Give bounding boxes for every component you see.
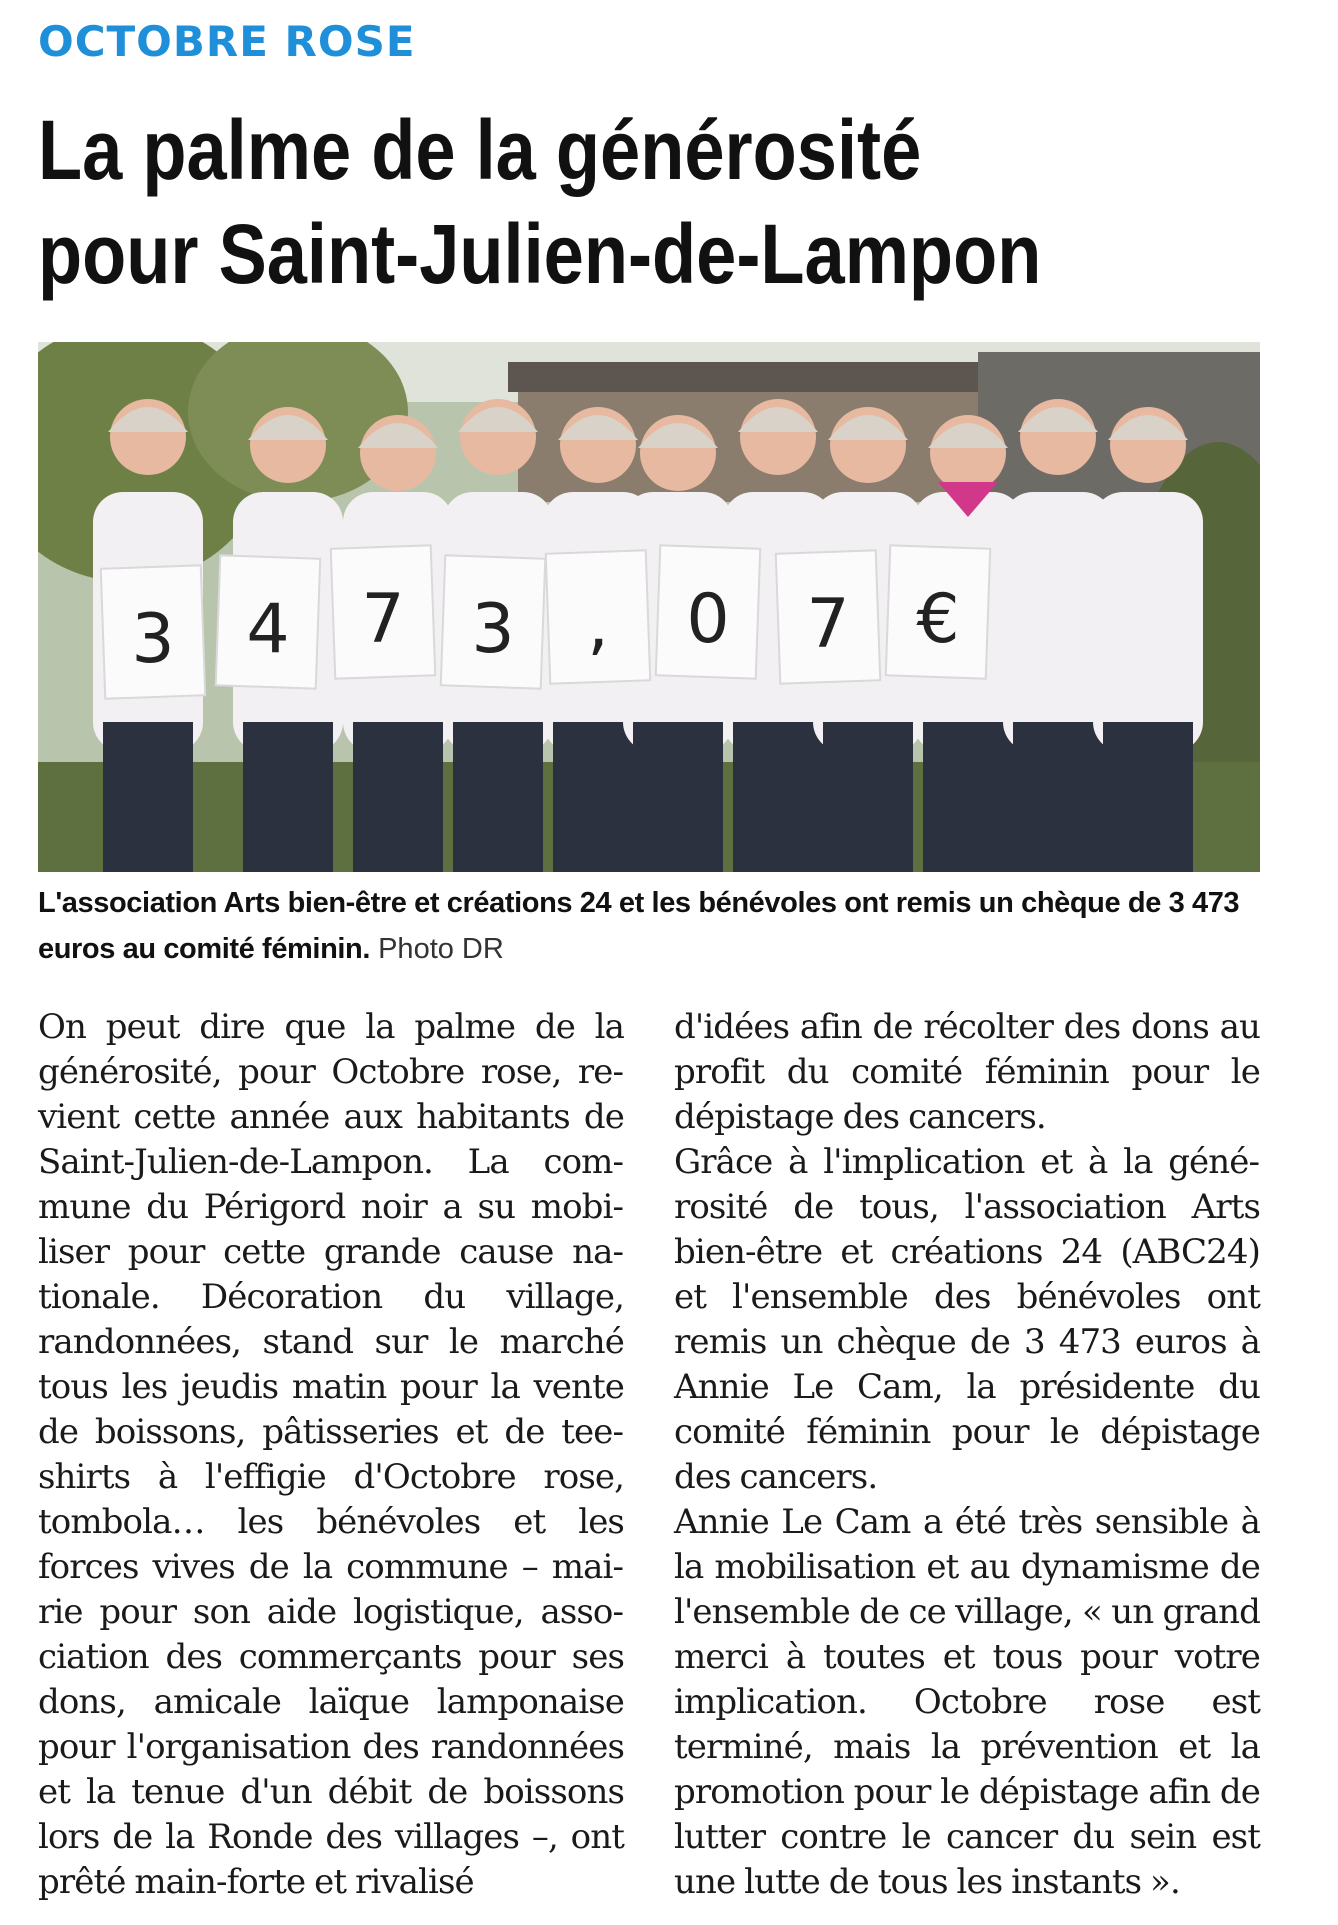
photo-caption	[38, 880, 1260, 972]
number-sign	[331, 545, 435, 678]
sign-digit: 3	[131, 600, 175, 679]
number-sign	[546, 550, 650, 683]
sign-digit: 7	[361, 580, 405, 659]
paragraph-1-part-2: d'idées afin de récolter des dons au profit du comité féminin pour le dépistage des cancers.	[674, 1007, 1260, 1137]
sign-digit: ,	[587, 585, 609, 664]
number-sign	[216, 555, 320, 688]
headline-line-1: La palme de la générosité	[38, 103, 922, 197]
paragraph-1-part-1: On peut dire que la palme de la générosité, pour Octobre rose, revient cette année aux habitants de Saint-Julien-de-Lampon. La commune du Périgord noir a su mobiliser pour cette grande cause nationale. Décoration du village, randonnées, stand sur le marché tous les jeudis matin pour la vente de boissons, pâtisseries et de teeshirts à l'effigie d'Octobre rose, tombola… les bénévoles et les forces vives de la commune – mairie pour son aide logistique, association des commerçants pour ses dons, amicale laïque lamponaise pour l'organisation des randonnées et la tenue d'un débit de boissons lors de la Ronde des villages –, ont prêté main-forte et rivalisé	[38, 1007, 624, 1902]
photo-credit: Photo DR	[378, 933, 504, 965]
headline	[38, 98, 1260, 306]
number-sign	[101, 565, 205, 698]
body-column-right	[674, 1005, 1260, 1905]
number-sign	[441, 555, 545, 688]
number-sign	[776, 550, 880, 683]
sign-digit: 7	[806, 585, 850, 664]
group-photo-illustration	[38, 342, 1260, 872]
number-sign	[886, 545, 990, 678]
article-photo	[38, 342, 1260, 872]
number-sign	[656, 545, 760, 678]
caption-text: L'association Arts bien-être et créations 24 et les bénévoles ont remis un chèque de 3 473 euros au comité féminin.	[38, 887, 1240, 965]
sign-digit: €	[916, 580, 960, 659]
sign-digit: 4	[246, 590, 290, 669]
paragraph-2: Grâce à l'implication et à la générosité de tous, l'association Arts bien-être et créations 24 (ABC24) et l'ensemble des bénévoles ont remis un chèque de 3 473 euros à Annie Le Cam, la présidente du comité féminin pour le dépistage des cancers.	[674, 1142, 1260, 1497]
sign-digit: 0	[686, 580, 730, 659]
paragraph-3: Annie Le Cam a été très sensible à la mobilisation et au dynamisme de l'ensemble de ce village, « un grand merci à toutes et tous pour votre implication. Octobre rose est terminé, mais la prévention et la promotion pour le dépistage afin de lutter contre le cancer du sein est une lutte de tous les instants ».	[674, 1502, 1260, 1902]
headline-line-2: pour Saint-Julien-de-Lampon	[38, 207, 1042, 301]
body-column-left	[38, 1005, 624, 1905]
section-kicker: OCTOBRE ROSE	[38, 17, 416, 66]
sign-digit: 3	[471, 590, 515, 669]
